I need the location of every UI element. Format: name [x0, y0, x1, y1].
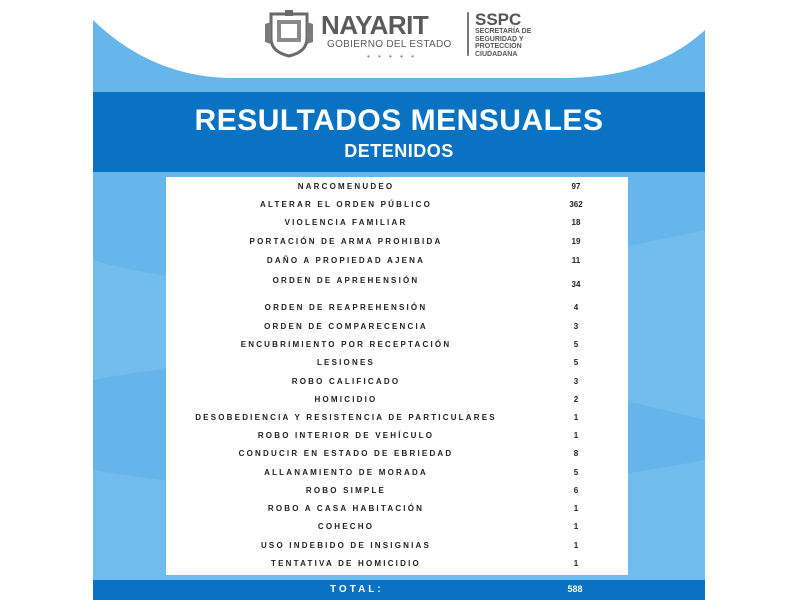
row-category: USO INDEBIDO DE INSIGNIAS: [260, 541, 432, 550]
table-row: [166, 237, 628, 251]
row-count: 19: [571, 237, 581, 246]
row-category: ROBO CALIFICADO: [291, 377, 401, 386]
row-count: 8: [573, 449, 579, 458]
row-category: CONDUCIR EN ESTADO DE EBRIEDAD: [238, 449, 454, 458]
table-row: [166, 358, 628, 372]
row-count: 5: [573, 340, 579, 349]
state-shield-icon: [265, 8, 313, 58]
page-subtitle: DETENIDOS: [344, 141, 454, 161]
total-label: TOTAL:: [330, 584, 384, 595]
row-count: 1: [573, 522, 579, 531]
row-count: 1: [573, 431, 579, 440]
row-count: 5: [573, 468, 579, 477]
row-category: NARCOMENUDEO: [297, 182, 395, 191]
table-row: [166, 486, 628, 500]
row-count: 1: [573, 541, 579, 550]
table-row: [166, 431, 628, 445]
row-category: LESIONES: [316, 358, 376, 367]
results-table: [166, 177, 628, 575]
row-category: ENCUBRIMIENTO POR RECEPTACIÓN: [240, 340, 452, 349]
row-count: 97: [571, 182, 581, 191]
table-row: [166, 449, 628, 463]
row-count: 18: [571, 218, 581, 227]
row-category: ROBO INTERIOR DE VEHÍCULO: [257, 431, 435, 440]
row-category: ALTERAR EL ORDEN PÚBLICO: [259, 200, 433, 209]
row-count: 6: [573, 486, 579, 495]
row-count: 1: [573, 504, 579, 513]
table-row: [166, 340, 628, 354]
row-count: 34: [571, 280, 581, 289]
total-value: 588: [567, 584, 583, 594]
infographic-panel: [93, 0, 705, 600]
agency-full-name: SECRETARÍA DE SEGURIDAD Y PROTECCIÓN CIUDADANA: [475, 28, 532, 58]
row-count: 3: [573, 377, 579, 386]
table-row: [166, 541, 628, 555]
state-government-label: GOBIERNO DEL ESTADO: [327, 39, 452, 50]
row-category: DAÑO A PROPIEDAD AJENA: [266, 256, 426, 265]
page-title: RESULTADOS MENSUALES: [194, 104, 604, 137]
table-row: [166, 413, 628, 427]
row-count: 362: [569, 200, 583, 209]
row-count: 4: [573, 303, 579, 312]
row-count: 11: [571, 256, 581, 265]
table-row: [166, 559, 628, 573]
row-category: COHECHO: [317, 522, 375, 531]
row-category: PORTACIÓN DE ARMA PROHIBIDA: [249, 237, 443, 246]
decorative-dots: • • • • •: [367, 52, 417, 61]
table-row: [166, 276, 628, 290]
row-category: ROBO SIMPLE: [305, 486, 387, 495]
table-row: [166, 395, 628, 409]
row-count: 2: [573, 395, 579, 404]
row-category: ORDEN DE APREHENSIÓN: [272, 276, 420, 285]
table-row: [166, 468, 628, 482]
table-row: [166, 522, 628, 536]
table-row: [166, 256, 628, 270]
logo-divider: [467, 12, 469, 56]
row-category: DESOBEDIENCIA Y RESISTENCIA DE PARTICULARES: [195, 413, 497, 422]
row-category: TENTATIVA DE HOMICIDIO: [271, 559, 421, 568]
row-category: ALLANAMIENTO DE MORADA: [264, 468, 428, 477]
row-count: 3: [573, 322, 579, 331]
table-row: [166, 303, 628, 317]
table-row: [166, 322, 628, 336]
table-row: [166, 182, 628, 196]
row-category: HOMICIDIO: [314, 395, 378, 404]
header-logos: [265, 6, 560, 66]
row-category: VIOLENCIA FAMILIAR: [284, 218, 408, 227]
table-row: [166, 377, 628, 391]
table-row: [166, 504, 628, 518]
row-category: ROBO A CASA HABITACIÓN: [267, 504, 425, 513]
agency-acronym: SSPC: [475, 10, 522, 29]
table-row: [166, 218, 628, 232]
row-category: ORDEN DE REAPREHENSIÓN: [264, 303, 428, 312]
row-count: 5: [573, 358, 579, 367]
table-row: [166, 200, 628, 214]
row-count: 1: [573, 413, 579, 422]
total-band: [93, 580, 705, 600]
row-category: ORDEN DE COMPARECENCIA: [264, 322, 428, 331]
state-name: NAYARIT: [321, 10, 429, 40]
row-count: 1: [573, 559, 579, 568]
